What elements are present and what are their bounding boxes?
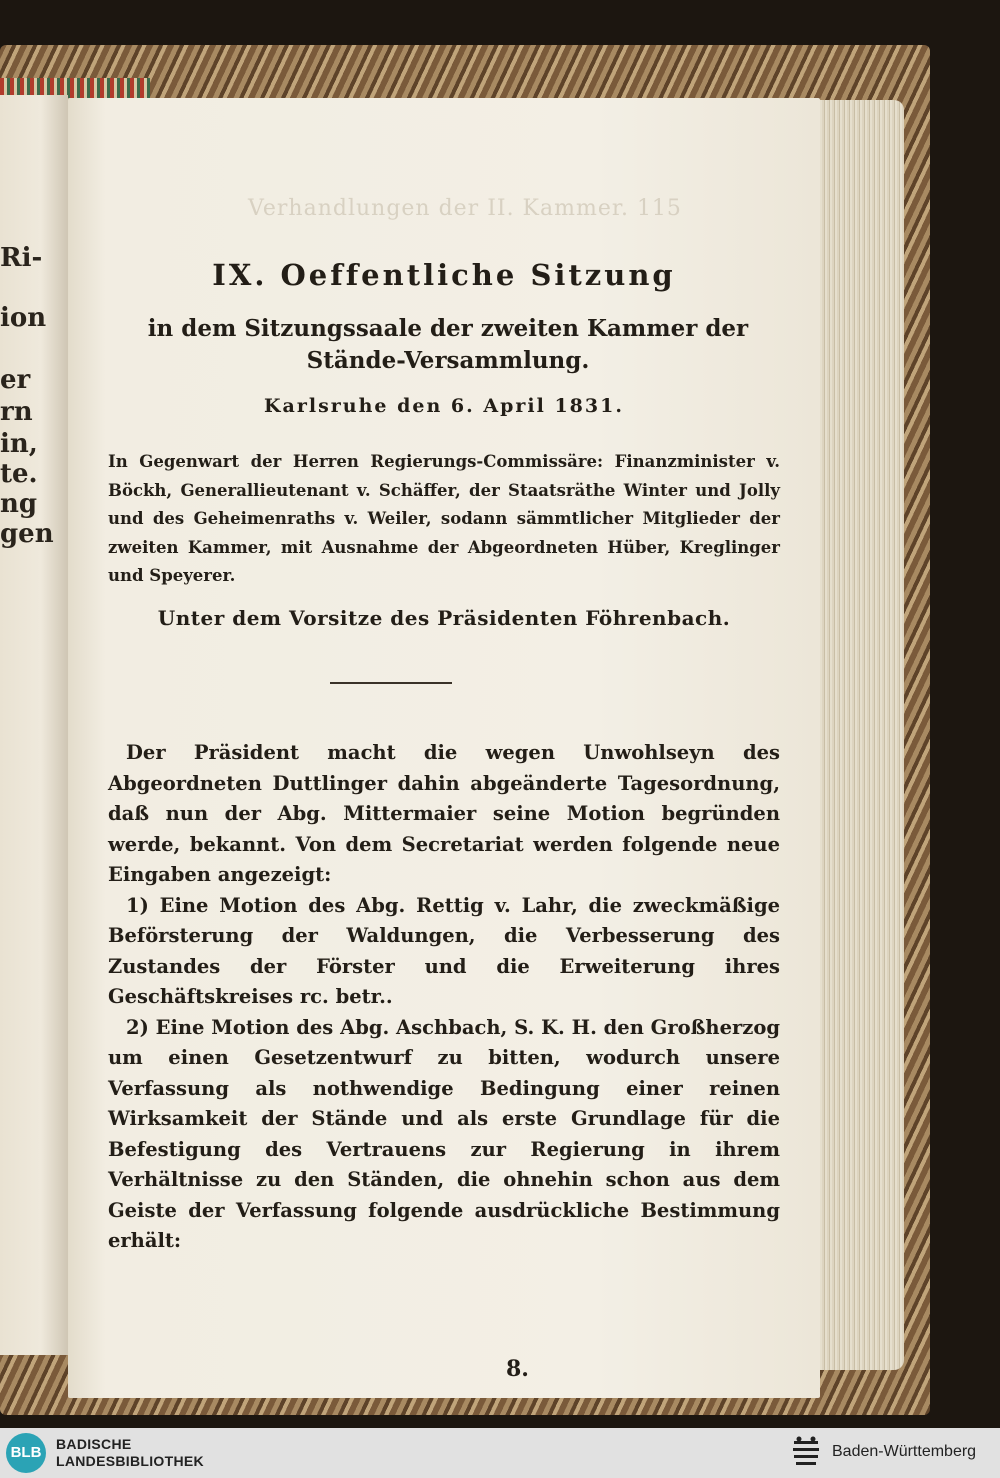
left-page-fragment: Ri-: [0, 243, 43, 273]
body-paragraph: 2) Eine Motion des Abg. Aschbach, S. K. H. den Großherzog um einen Gesetzentwurf zu bitten, wodurch unsere Verfassung als nothwendige Bedingung einer reinen Wirksamkeit der Stände und als erste Grundlage für die Befestigung des Vertrauens zur Regierung in ihrem Verhältnisse zu den Ständen, die ohnehin schon aus dem Geiste der Verfassung folgende ausdrückliche Bestimmung erhält:: [108, 1015, 780, 1252]
left-page-fragment: te.: [0, 459, 38, 489]
running-header: Verhandlungen der II. Kammer. 115: [248, 196, 682, 221]
signature-mark: 8.: [506, 1356, 529, 1382]
chair-line: Unter dem Vorsitze des Präsidenten Föhrenbach.: [157, 606, 731, 630]
left-page-fragment: ng: [0, 489, 38, 519]
library-name-line1: BADISCHE: [56, 1436, 132, 1452]
library-name-line2: LANDESBIBLIOTHEK: [56, 1453, 204, 1469]
coat-of-arms-icon: [790, 1435, 822, 1471]
body-paragraph: 1) Eine Motion des Abg. Rettig v. Lahr, die zweckmäßige Beförsterung der Waldungen, die Verbesserung des Zustandes der Förster und die Erweiterung ihres Geschäftskreises rc. betr..: [108, 893, 780, 1008]
book-page: [68, 98, 820, 1398]
left-page-fragment: gen: [0, 519, 54, 549]
session-subheading: in dem Sitzungssaale der zweiten Kammer der Stände-Versammlung.: [147, 315, 749, 374]
left-page-fragment: in,: [0, 429, 38, 459]
state-name[interactable]: Baden-Württemberg: [832, 1443, 977, 1460]
left-page-fragment: er: [0, 365, 31, 395]
footer-bar: [0, 1428, 1000, 1478]
library-name[interactable]: [56, 1436, 204, 1470]
session-heading: IX. Oeffentliche Sitzung: [212, 258, 676, 292]
body-text: [108, 738, 780, 1257]
section-divider: [330, 682, 452, 684]
body-paragraph: Der Präsident macht die wegen Unwohlseyn des Abgeordneten Duttlinger dahin abgeänderte Tagesordnung, daß nun der Abg. Mittermaier seine Motion begründen werde, bekannt. Von dem Secretariat werden folgende neue Eingaben angezeigt:: [108, 741, 780, 886]
left-page-fragment: ion: [0, 303, 47, 333]
presence-paragraph: In Gegenwart der Herren Regierungs-Commissäre: Finanzminister v. Böckh, Generallieutenant v. Schäffer, der Staatsräthe Winter und Jolly und des Geheimenraths v. Weiler, sodann sämmtlicher Mitglieder der zweiten Kammer, mit Ausnahme der Abgeordneten Hüber, Kreglinger und Speyerer.: [108, 452, 780, 585]
left-page-fragment: rn: [0, 397, 33, 427]
place-date: Karlsruhe den 6. April 1831.: [264, 395, 624, 417]
previous-page-edge: [0, 95, 68, 1355]
page-fore-edge: [812, 100, 904, 1370]
blb-logo[interactable]: BLB: [6, 1433, 46, 1473]
